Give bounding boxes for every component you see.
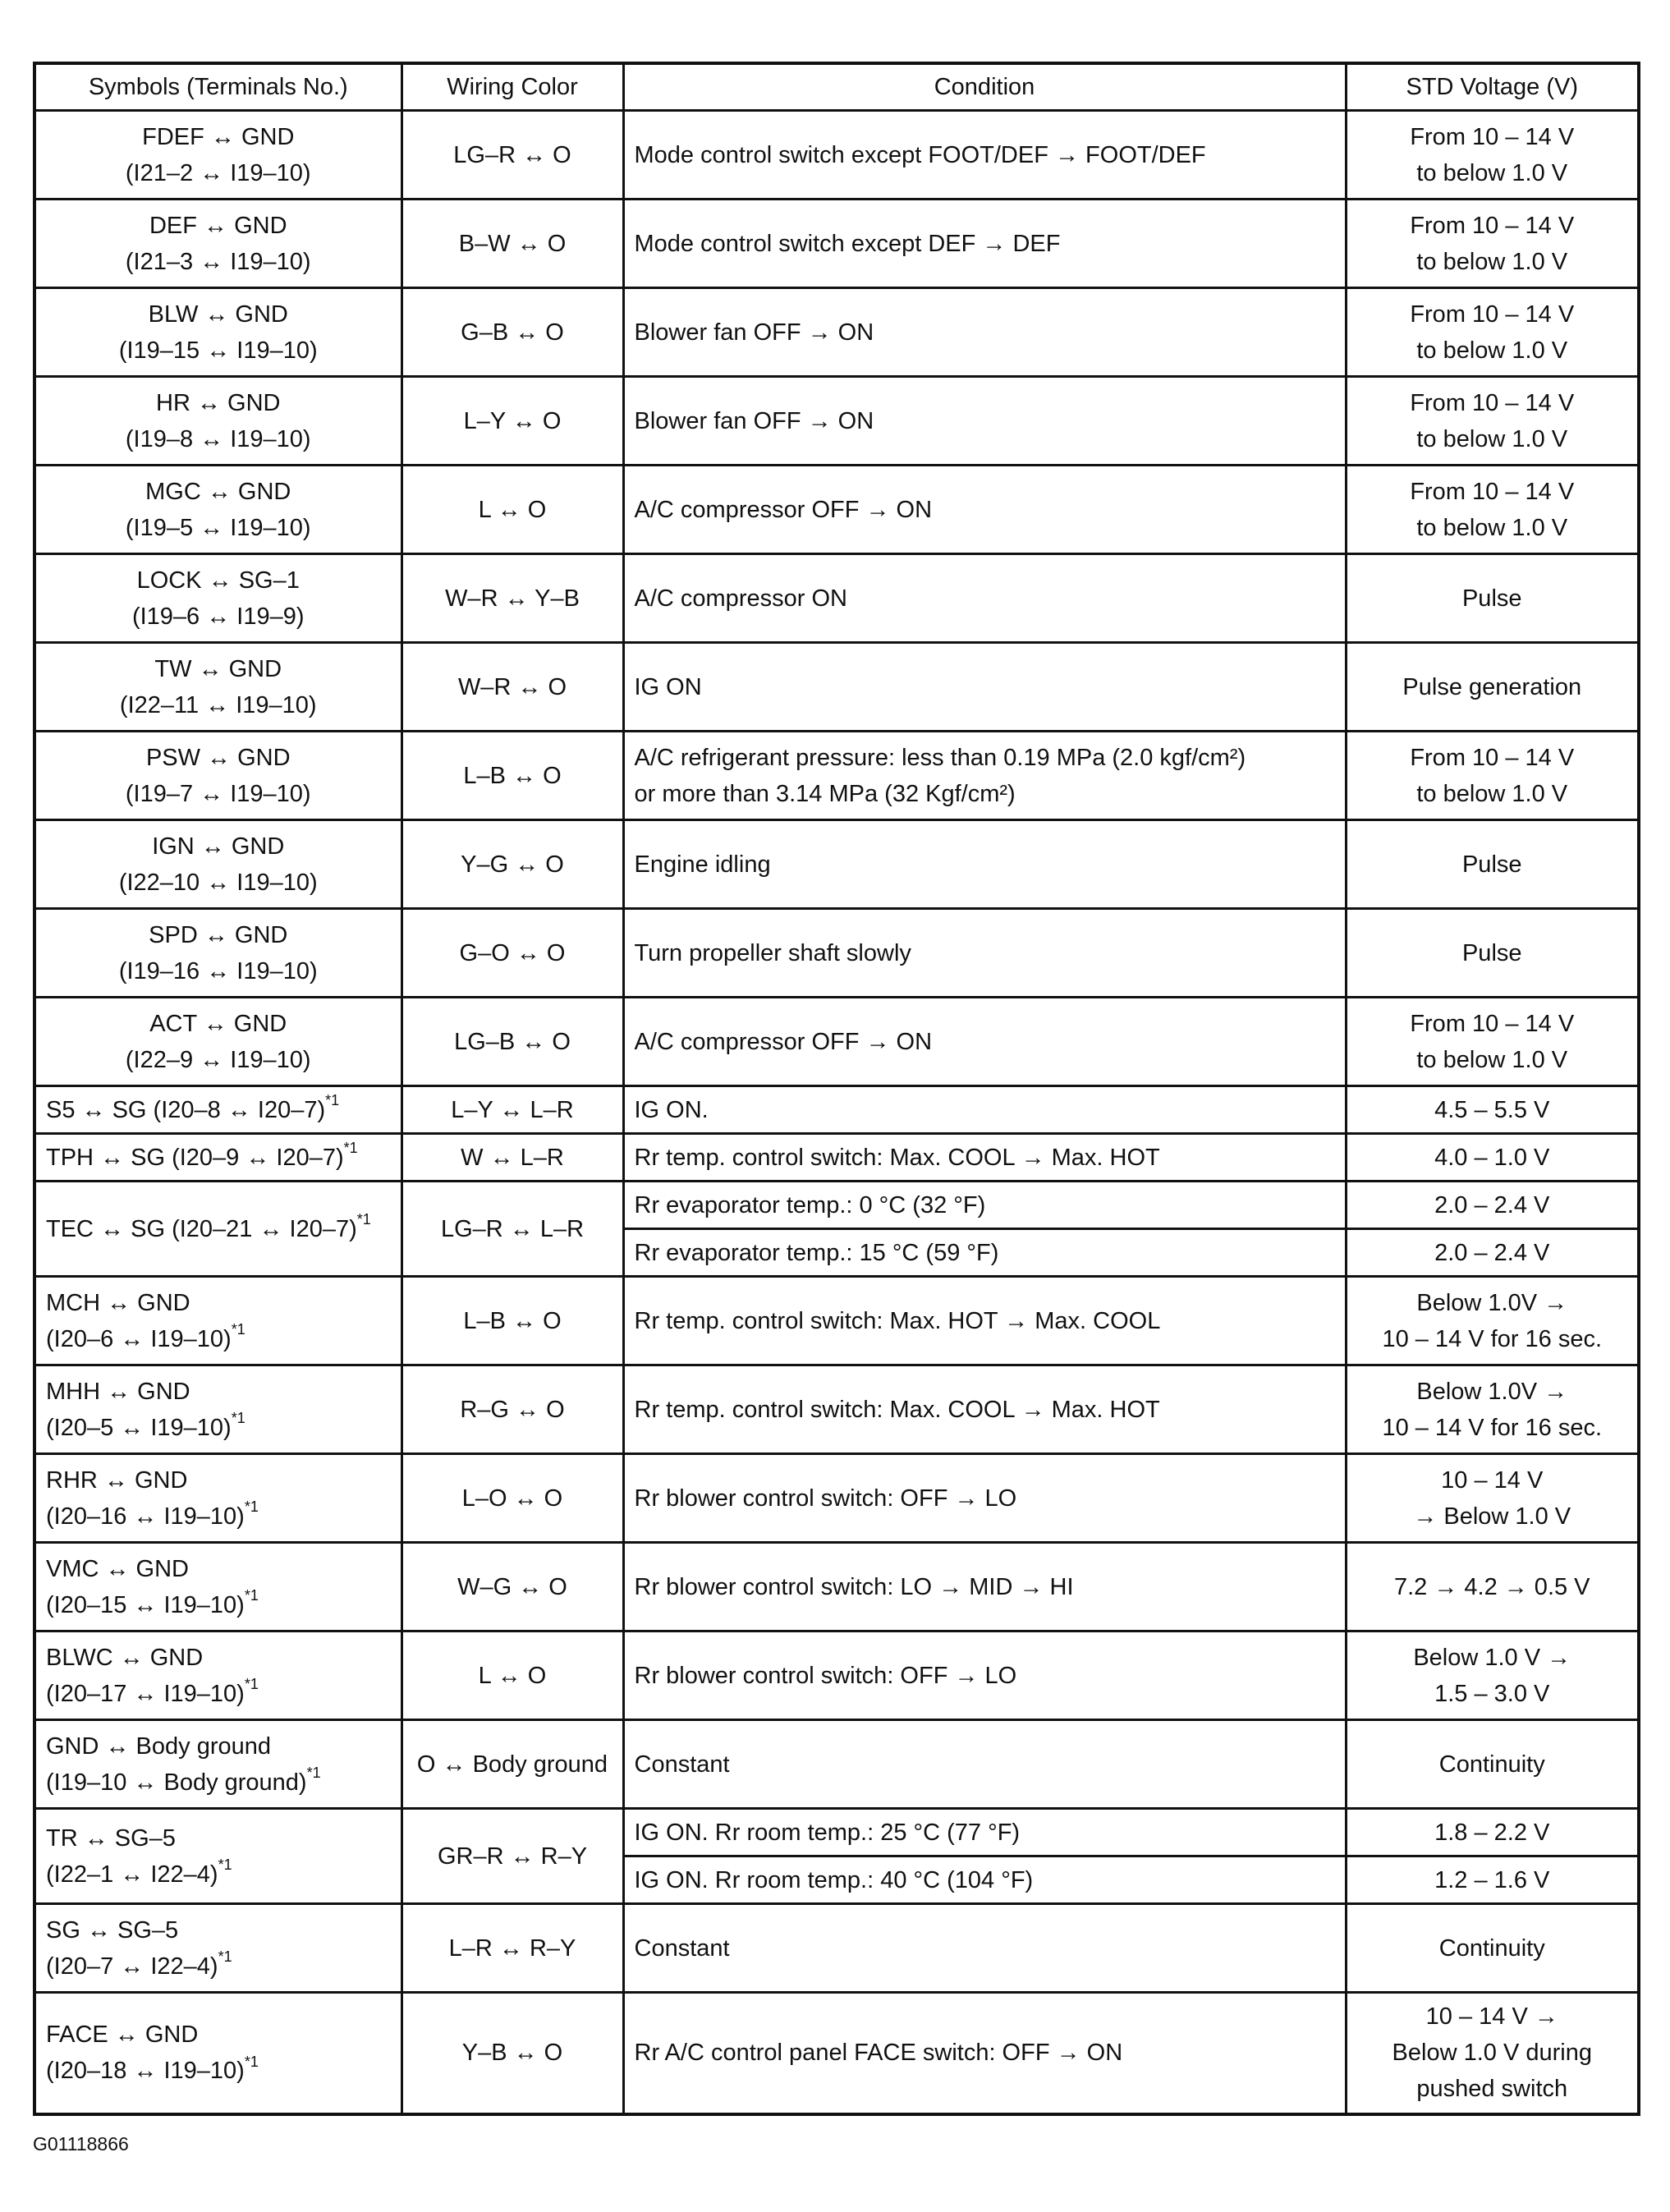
wiring-color-cell: L ↔ O (401, 466, 623, 554)
symbol-line: SG ↔ SG–5 (46, 1916, 179, 1944)
table-row (34, 1543, 1639, 1631)
table-row (34, 466, 1639, 554)
symbol-line: (I21–3 ↔ I19–10) (125, 248, 311, 275)
symbol-line: MHH ↔ GND (46, 1378, 190, 1405)
wiring-color-cell: LG–B ↔ O (401, 998, 623, 1086)
condition-cell (623, 1720, 1346, 1809)
condition-line: Rr evaporator temp.: 15 °C (59 °F) (634, 1239, 999, 1266)
symbol-line: BLW ↔ GND (148, 301, 288, 328)
symbol-line: BLWC ↔ GND (46, 1644, 204, 1671)
table-row (34, 1365, 1639, 1454)
condition-cell (623, 1993, 1346, 2114)
std-voltage-line: pushed switch (1416, 2076, 1568, 2103)
table-row (34, 200, 1639, 288)
std-voltage-cell (1346, 1993, 1639, 2114)
symbol-cell (34, 1543, 401, 1631)
condition-cell (623, 732, 1346, 820)
table-row (34, 554, 1639, 643)
header-row (34, 63, 1639, 111)
std-voltage-line: From 10 – 14 V (1410, 744, 1575, 771)
std-voltage-line: to below 1.0 V (1416, 425, 1568, 452)
table-row (34, 820, 1639, 909)
symbol-line: (I19–15 ↔ I19–10) (118, 337, 318, 364)
condition-line: Rr blower control switch: OFF → LO (634, 1662, 1017, 1689)
wiring-color-cell: LG–R ↔ O (401, 111, 623, 200)
table-body (34, 111, 1639, 2114)
symbol-line: (I20–18 ↔ I19–10)$^{*1}$ (46, 2053, 259, 2085)
wiring-color-cell: L–Y ↔ O (401, 377, 623, 466)
symbol-line: MCH ↔ GND (46, 1289, 190, 1316)
symbol-line: RHR ↔ GND (46, 1466, 188, 1494)
condition-cell (623, 909, 1346, 998)
symbol-line: HR ↔ GND (156, 389, 281, 416)
symbol-cell (34, 1993, 401, 2114)
table-row (34, 1277, 1639, 1365)
std-voltage-cell (1346, 466, 1639, 554)
symbol-line: SPD ↔ GND (149, 921, 288, 948)
std-voltage-cell (1346, 820, 1639, 909)
condition-line: Rr temp. control switch: Max. COOL → Max. HOT (634, 1144, 1160, 1171)
symbol-line: (I22–9 ↔ I19–10) (125, 1046, 311, 1073)
condition-line: IG ON. Rr room temp.: 40 °C (104 °F) (634, 1866, 1034, 1893)
std-voltage-line: From 10 – 14 V (1410, 389, 1575, 416)
std-voltage-line: From 10 – 14 V (1410, 123, 1575, 150)
std-voltage-line: 4.5 – 5.5 V (1434, 1096, 1550, 1123)
condition-line: Constant (634, 1751, 730, 1778)
table-row (34, 1631, 1639, 1720)
table-row (34, 377, 1639, 466)
condition-cell (623, 554, 1346, 643)
condition-line: Blower fan OFF → ON (634, 407, 874, 434)
symbol-line: TW ↔ GND (154, 655, 282, 682)
condition-cell (623, 1454, 1346, 1543)
std-voltage-line: Pulse (1461, 585, 1522, 612)
wiring-color-cell: W ↔ L–R (401, 1134, 623, 1182)
symbol-line: VMC ↔ GND (46, 1555, 189, 1582)
std-voltage-line: to below 1.0 V (1416, 1046, 1568, 1073)
condition-cell (623, 1229, 1346, 1277)
wiring-color-cell: G–B ↔ O (401, 288, 623, 377)
std-voltage-line: Pulse (1461, 851, 1522, 878)
std-voltage-line: to below 1.0 V (1416, 337, 1568, 364)
std-voltage-line: 10 – 14 V (1441, 1466, 1544, 1494)
condition-line: Rr temp. control switch: Max. COOL → Max. HOT (634, 1396, 1160, 1423)
std-voltage-cell (1346, 1904, 1639, 1993)
wiring-color-cell: Y–G ↔ O (401, 820, 623, 909)
symbol-line: (I19–10 ↔ Body ground)$^{*1}$ (46, 1764, 321, 1796)
table-row (34, 1182, 1639, 1229)
symbol-line: GND ↔ Body ground (46, 1732, 272, 1760)
condition-line: Engine idling (634, 851, 771, 878)
symbol-cell (34, 377, 401, 466)
condition-cell (623, 1856, 1346, 1904)
symbol-cell (34, 554, 401, 643)
wiring-color-cell: W–R ↔ Y–B (401, 554, 623, 643)
table-row (34, 1720, 1639, 1809)
condition-cell (623, 377, 1346, 466)
symbol-cell (34, 732, 401, 820)
symbol-line: (I22–1 ↔ I22–4)$^{*1}$ (46, 1856, 232, 1888)
std-voltage-cell (1346, 1365, 1639, 1454)
std-voltage-line: 7.2 → 4.2 → 0.5 V (1393, 1573, 1590, 1600)
header-condition: Condition (623, 63, 1346, 111)
std-voltage-line: 1.8 – 2.2 V (1434, 1819, 1550, 1846)
std-voltage-line: Below 1.0V → (1416, 1289, 1568, 1316)
std-voltage-line: 1.5 – 3.0 V (1434, 1680, 1550, 1707)
condition-line: A/C compressor OFF → ON (634, 496, 933, 523)
header-symbols: Symbols (Terminals No.) (34, 63, 401, 111)
std-voltage-cell (1346, 643, 1639, 732)
symbol-cell (34, 1365, 401, 1454)
condition-line: Blower fan OFF → ON (634, 319, 874, 346)
wiring-color-cell: R–G ↔ O (401, 1365, 623, 1454)
condition-line: A/C refrigerant pressure: less than 0.19 MPa (2.0 kgf/cm²) (634, 744, 1246, 771)
condition-cell (623, 1809, 1346, 1856)
std-voltage-line: Below 1.0 V during (1392, 2040, 1592, 2067)
std-voltage-cell (1346, 1229, 1639, 1277)
condition-line: or more than 3.14 MPa (32 Kgf/cm²) (634, 780, 1016, 807)
wiring-color-cell: B–W ↔ O (401, 200, 623, 288)
std-voltage-line: to below 1.0 V (1416, 514, 1568, 541)
condition-cell (623, 1134, 1346, 1182)
wiring-color-cell: L ↔ O (401, 1631, 623, 1720)
wiring-color-cell: GR–R ↔ R–Y (401, 1809, 623, 1904)
std-voltage-line: Pulse generation (1402, 673, 1582, 700)
symbol-line: (I20–7 ↔ I22–4)$^{*1}$ (46, 1948, 232, 1980)
symbol-cell (34, 1277, 401, 1365)
std-voltage-cell (1346, 377, 1639, 466)
symbol-line: TPH ↔ SG (I20–9 ↔ I20–7)$^{*1}$ (46, 1139, 358, 1171)
std-voltage-cell (1346, 554, 1639, 643)
symbol-line: (I19–5 ↔ I19–10) (125, 514, 311, 541)
std-voltage-line: 2.0 – 2.4 V (1434, 1239, 1550, 1266)
symbol-line: (I19–8 ↔ I19–10) (125, 425, 311, 452)
table-row (34, 732, 1639, 820)
std-voltage-line: 10 – 14 V → (1425, 2003, 1558, 2031)
std-voltage-line: 4.0 – 1.0 V (1434, 1144, 1550, 1171)
figure-id: G01118866 (33, 2133, 129, 2155)
table-row (34, 288, 1639, 377)
symbol-cell (34, 1182, 401, 1277)
wiring-color-cell: L–O ↔ O (401, 1454, 623, 1543)
std-voltage-line: → Below 1.0 V (1413, 1503, 1571, 1530)
symbol-line: (I20–6 ↔ I19–10)$^{*1}$ (46, 1320, 245, 1352)
condition-line: IG ON (634, 673, 702, 700)
table-row (34, 909, 1639, 998)
symbol-line: (I19–7 ↔ I19–10) (125, 780, 311, 807)
std-voltage-line: to below 1.0 V (1416, 248, 1568, 275)
symbol-cell (34, 288, 401, 377)
symbol-line: (I20–5 ↔ I19–10)$^{*1}$ (46, 1409, 245, 1441)
condition-line: Rr A/C control panel FACE switch: OFF → ON (634, 2040, 1123, 2067)
condition-line: Rr blower control switch: LO → MID → HI (634, 1573, 1074, 1600)
std-voltage-line: 1.2 – 1.6 V (1434, 1866, 1550, 1893)
voltage-spec-table (33, 62, 1640, 2116)
std-voltage-line: 10 – 14 V for 16 sec. (1382, 1325, 1603, 1352)
condition-line: A/C compressor ON (634, 585, 847, 612)
std-voltage-cell (1346, 1809, 1639, 1856)
condition-cell (623, 1365, 1346, 1454)
table-row (34, 1134, 1639, 1182)
std-voltage-cell (1346, 732, 1639, 820)
symbol-cell (34, 1631, 401, 1720)
symbol-line: TEC ↔ SG (I20–21 ↔ I20–7)$^{*1}$ (46, 1210, 371, 1242)
wiring-color-cell: L–R ↔ R–Y (401, 1904, 623, 1993)
wiring-color-cell: Y–B ↔ O (401, 1993, 623, 2114)
symbol-line: FACE ↔ GND (46, 2022, 199, 2049)
condition-cell (623, 111, 1346, 200)
condition-line: Rr temp. control switch: Max. HOT → Max. COOL (634, 1307, 1161, 1334)
std-voltage-line: to below 1.0 V (1416, 159, 1568, 186)
condition-line: Rr evaporator temp.: 0 °C (32 °F) (634, 1191, 986, 1218)
std-voltage-line: 10 – 14 V for 16 sec. (1382, 1414, 1603, 1441)
symbol-cell (34, 909, 401, 998)
std-voltage-cell (1346, 909, 1639, 998)
condition-line: Mode control switch except DEF → DEF (634, 230, 1061, 257)
symbol-line: (I19–16 ↔ I19–10) (118, 957, 318, 984)
symbol-line: (I22–11 ↔ I19–10) (119, 691, 317, 718)
condition-line: Turn propeller shaft slowly (634, 939, 911, 966)
symbol-cell (34, 998, 401, 1086)
symbol-cell (34, 1134, 401, 1182)
std-voltage-line: From 10 – 14 V (1410, 301, 1575, 328)
std-voltage-cell (1346, 1543, 1639, 1631)
symbol-line: (I19–6 ↔ I19–9) (131, 603, 305, 630)
symbol-line: (I20–15 ↔ I19–10)$^{*1}$ (46, 1586, 259, 1618)
symbol-cell (34, 1454, 401, 1543)
wiring-color-cell: LG–R ↔ L–R (401, 1182, 623, 1277)
std-voltage-cell (1346, 200, 1639, 288)
table-row (34, 1904, 1639, 1993)
std-voltage-cell (1346, 1631, 1639, 1720)
symbol-line: DEF ↔ GND (149, 212, 287, 239)
table-row (34, 1809, 1639, 1856)
condition-cell (623, 820, 1346, 909)
std-voltage-cell (1346, 1086, 1639, 1134)
symbol-cell (34, 820, 401, 909)
wiring-color-cell: L–Y ↔ L–R (401, 1086, 623, 1134)
std-voltage-cell (1346, 1856, 1639, 1904)
symbol-cell (34, 1904, 401, 1993)
symbol-line: (I21–2 ↔ I19–10) (125, 159, 311, 186)
header-std-voltage: STD Voltage (V) (1346, 63, 1639, 111)
wiring-color-cell: O ↔ Body ground (401, 1720, 623, 1809)
std-voltage-cell (1346, 1720, 1639, 1809)
condition-line: A/C compressor OFF → ON (634, 1028, 933, 1055)
symbol-line: MGC ↔ GND (145, 478, 291, 505)
condition-line: Constant (634, 1934, 730, 1962)
std-voltage-line: From 10 – 14 V (1410, 478, 1575, 505)
condition-line: IG ON. Rr room temp.: 25 °C (77 °F) (634, 1819, 1021, 1846)
symbol-cell (34, 1720, 401, 1809)
condition-cell (623, 1631, 1346, 1720)
symbol-cell (34, 200, 401, 288)
condition-cell (623, 1904, 1346, 1993)
symbol-cell (34, 1809, 401, 1904)
condition-cell (623, 1182, 1346, 1229)
symbol-line: ACT ↔ GND (149, 1010, 287, 1037)
table-row (34, 1086, 1639, 1134)
table-row (34, 1454, 1639, 1543)
condition-cell (623, 200, 1346, 288)
condition-line: Rr blower control switch: OFF → LO (634, 1485, 1017, 1512)
header-wiring-color: Wiring Color (401, 63, 623, 111)
std-voltage-line: Pulse (1461, 939, 1522, 966)
condition-cell (623, 998, 1346, 1086)
std-voltage-cell (1346, 1454, 1639, 1543)
std-voltage-line: Continuity (1438, 1934, 1545, 1962)
symbol-line: TR ↔ SG–5 (46, 1824, 176, 1852)
std-voltage-cell (1346, 288, 1639, 377)
symbol-cell (34, 1086, 401, 1134)
condition-line: IG ON. (634, 1096, 709, 1123)
symbol-cell (34, 111, 401, 200)
std-voltage-line: Continuity (1438, 1751, 1545, 1778)
condition-cell (623, 643, 1346, 732)
wiring-color-cell: W–R ↔ O (401, 643, 623, 732)
std-voltage-cell (1346, 998, 1639, 1086)
wiring-color-cell: W–G ↔ O (401, 1543, 623, 1631)
std-voltage-line: Below 1.0 V → (1413, 1644, 1571, 1671)
symbol-line: (I20–16 ↔ I19–10)$^{*1}$ (46, 1498, 259, 1530)
table-row (34, 111, 1639, 200)
condition-cell (623, 288, 1346, 377)
condition-cell (623, 466, 1346, 554)
table-row (34, 1993, 1639, 2114)
std-voltage-line: From 10 – 14 V (1410, 1010, 1575, 1037)
symbol-cell (34, 466, 401, 554)
symbol-line: IGN ↔ GND (152, 833, 285, 860)
wiring-color-cell: G–O ↔ O (401, 909, 623, 998)
wiring-color-cell: L–B ↔ O (401, 1277, 623, 1365)
condition-cell (623, 1277, 1346, 1365)
std-voltage-line: Below 1.0V → (1416, 1378, 1568, 1405)
std-voltage-line: 2.0 – 2.4 V (1434, 1191, 1550, 1218)
symbol-line: S5 ↔ SG (I20–8 ↔ I20–7)$^{*1}$ (46, 1091, 340, 1123)
std-voltage-cell (1346, 111, 1639, 200)
std-voltage-cell (1346, 1277, 1639, 1365)
symbol-line: FDEF ↔ GND (142, 123, 295, 150)
symbol-line: LOCK ↔ SG–1 (136, 567, 300, 594)
table-row (34, 998, 1639, 1086)
condition-cell (623, 1543, 1346, 1631)
std-voltage-line: to below 1.0 V (1416, 780, 1568, 807)
symbol-cell (34, 643, 401, 732)
condition-cell (623, 1086, 1346, 1134)
symbol-line: PSW ↔ GND (145, 744, 291, 771)
symbol-line: (I20–17 ↔ I19–10)$^{*1}$ (46, 1675, 259, 1707)
std-voltage-cell (1346, 1134, 1639, 1182)
symbol-line: (I22–10 ↔ I19–10) (118, 869, 318, 896)
condition-line: Mode control switch except FOOT/DEF → FOOT/DEF (634, 141, 1206, 168)
std-voltage-cell (1346, 1182, 1639, 1229)
table-row (34, 643, 1639, 732)
std-voltage-line: From 10 – 14 V (1410, 212, 1575, 239)
wiring-color-cell: L–B ↔ O (401, 732, 623, 820)
